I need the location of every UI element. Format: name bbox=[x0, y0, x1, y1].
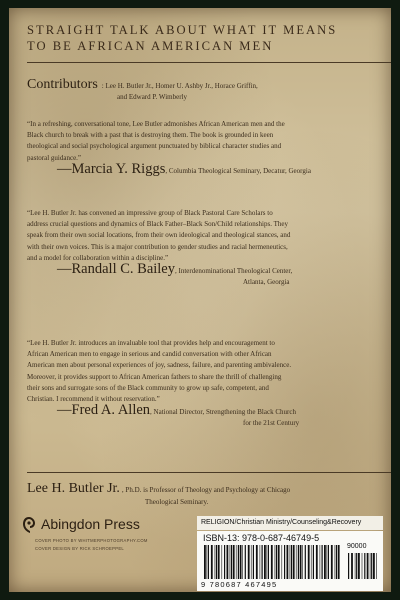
barcode-bar bbox=[331, 545, 333, 579]
barcode-bar bbox=[290, 545, 291, 579]
barcode-bar bbox=[284, 545, 285, 579]
publisher-name: Abingdon Press bbox=[41, 516, 140, 532]
barcode-bar bbox=[362, 553, 363, 579]
barcode-bar bbox=[253, 545, 254, 579]
endorser-3-name: —Fred A. Allen bbox=[57, 402, 151, 418]
barcode-bar bbox=[305, 545, 306, 579]
quote-2-line-4: with their own voices. This is a major contribution to gender studies and racial hermeneutics, bbox=[27, 242, 288, 251]
quote-3-line-6: Christian. I recommend it without reservation.” bbox=[27, 395, 160, 404]
barcode-bar bbox=[276, 545, 277, 579]
endorser-2 bbox=[57, 261, 387, 288]
divider-top bbox=[27, 62, 391, 63]
contributors-names-2: and Edward P. Wimberly bbox=[117, 93, 187, 101]
abingdon-logo-icon bbox=[21, 516, 37, 534]
endorsement-quote-1 bbox=[27, 119, 389, 164]
barcode-bar bbox=[215, 545, 216, 579]
author-name: Lee H. Butler Jr. bbox=[27, 481, 120, 496]
author-bio-line-2: Theological Seminary. bbox=[145, 498, 209, 506]
barcode-bar bbox=[238, 545, 239, 579]
barcode-bar bbox=[324, 545, 326, 579]
endorser-3 bbox=[57, 402, 387, 429]
barcode-bar bbox=[275, 545, 276, 579]
headline-line-1: STRAIGHT TALK ABOUT WHAT IT MEANS bbox=[27, 23, 338, 37]
barcode-bar bbox=[376, 553, 377, 579]
barcode-bar bbox=[311, 545, 312, 579]
author-bio bbox=[27, 483, 389, 508]
barcode-bar bbox=[204, 545, 206, 579]
contributors-block bbox=[27, 79, 387, 103]
barcode-bar bbox=[373, 553, 375, 579]
contributors-heading: Contributors bbox=[27, 77, 98, 92]
barcode-bar bbox=[355, 553, 356, 579]
barcode-bar bbox=[313, 545, 314, 579]
cover-design-credit: COVER DESIGN BY RICK SCHROEPPEL bbox=[35, 546, 125, 551]
publisher-block bbox=[21, 516, 201, 556]
barcode-bar bbox=[320, 545, 321, 579]
endorser-2-affiliation: , Interdenominational Theological Center, bbox=[175, 267, 293, 275]
barcode-panel bbox=[197, 531, 383, 591]
barcode-bar bbox=[260, 545, 261, 579]
barcode-bar bbox=[208, 545, 209, 579]
barcode-bar bbox=[207, 545, 208, 579]
quote-3-line-5: their sons and surrogate sons of the Black community to grow up safe, competent, and bbox=[27, 383, 269, 392]
quote-3-line-1: “Lee H. Butler Jr. introduces an invaluable tool that provides help and encouragement to bbox=[27, 339, 275, 347]
barcode-bar bbox=[278, 545, 280, 579]
headline bbox=[27, 22, 387, 54]
barcode-bar bbox=[287, 545, 289, 579]
endorser-2-affiliation-2: Atlanta, Georgia bbox=[243, 278, 290, 286]
barcode-bar bbox=[293, 545, 295, 579]
cover-photo-credit: COVER PHOTO BY WHITMERPHOTOGRAPHY.COM bbox=[35, 538, 148, 543]
barcode-bar bbox=[264, 545, 266, 579]
barcode-bar bbox=[211, 545, 213, 579]
isbn-barcode bbox=[203, 545, 343, 579]
isbn-label: ISBN-13: 978-0-687-46749-5 bbox=[203, 533, 320, 543]
barcode-bar bbox=[236, 545, 237, 579]
barcode-bar bbox=[216, 545, 217, 579]
barcode-bar bbox=[367, 553, 369, 579]
quote-3-line-2: African American men to engage in serious and candid conversation with other African bbox=[27, 350, 272, 359]
barcode-bar bbox=[222, 545, 223, 579]
barcode-bar bbox=[364, 553, 365, 579]
barcode-bar bbox=[335, 545, 336, 579]
barcode-bar bbox=[300, 545, 302, 579]
endorser-1-name: —Marcia Y. Riggs bbox=[57, 161, 166, 177]
barcode-bar bbox=[227, 545, 229, 579]
barcode-bar bbox=[233, 545, 235, 579]
quote-2-line-1: “Lee H. Butler Jr. has convened an impressive group of Black Pastoral Care Scholars to bbox=[27, 209, 273, 217]
barcode-bar bbox=[268, 545, 269, 579]
barcode-bar bbox=[267, 545, 268, 579]
barcode-digits: 9 780687 467495 bbox=[201, 580, 278, 589]
parchment-panel bbox=[9, 8, 391, 592]
barcode-bar bbox=[302, 545, 303, 579]
headline-line-2: TO BE AFRICAN AMERICAN MEN bbox=[27, 39, 274, 53]
quote-1-line-4: pastoral guidance.” bbox=[27, 153, 82, 162]
quote-1-line-2: Black church to break with a past that is destroying them. The book is grounded in keen bbox=[27, 131, 274, 140]
barcode-bar bbox=[242, 545, 243, 579]
author-bio-line-1: , Ph.D. is Professor of Theology and Psychology at Chicago bbox=[121, 486, 291, 494]
endorsement-quote-3 bbox=[27, 338, 389, 405]
barcode-bar bbox=[282, 545, 283, 579]
barcode-bar bbox=[348, 553, 349, 579]
barcode-bar bbox=[336, 545, 337, 579]
quote-1-line-1: “In a refreshing, conversational tone, Lee Butler admonishes African American men and the bbox=[27, 120, 285, 128]
divider-bottom bbox=[27, 472, 391, 473]
barcode-bar bbox=[245, 545, 246, 579]
barcode-bar bbox=[291, 545, 292, 579]
barcode-bar bbox=[298, 545, 299, 579]
barcode-bar bbox=[358, 553, 360, 579]
barcode-bar bbox=[328, 545, 329, 579]
quote-1-line-3: theological and social psychological argument punctuated by biblical character studies and bbox=[27, 142, 282, 151]
endorser-1 bbox=[57, 161, 387, 177]
quote-2-line-3: speak from their own social locations, from their own ideological and theological stances, and bbox=[27, 231, 291, 240]
bisac-category: RELIGION/Christian Ministry/Counseling&Recovery bbox=[197, 516, 383, 530]
quote-2-line-2: address crucial questions and dynamics of Black Father–Black Son/Child relationships. They bbox=[27, 220, 288, 229]
barcode-bar bbox=[218, 545, 220, 579]
barcode-bar bbox=[271, 545, 273, 579]
barcode-bar bbox=[327, 545, 328, 579]
barcode-bar bbox=[230, 545, 231, 579]
barcode-bar bbox=[371, 553, 372, 579]
price-barcode bbox=[347, 553, 379, 579]
endorser-3-affiliation: , National Director, Strengthening the Black Church bbox=[150, 408, 296, 416]
barcode-bar bbox=[351, 553, 353, 579]
contributors-names-1: : Lee H. Butler Jr., Homer U. Ashby Jr., Horace Griffin, bbox=[101, 82, 258, 90]
quote-3-line-3: American men about personal experiences of joy, sadness, failure, and parenting ambivalence. bbox=[27, 361, 292, 370]
endorser-1-affiliation: , Columbia Theological Seminary, Decatur, Georgia bbox=[165, 167, 311, 175]
barcode-bar bbox=[296, 545, 297, 579]
quote-2-line-5: and a model for collaboration within a discipline.” bbox=[27, 253, 169, 262]
barcode-bar bbox=[231, 545, 232, 579]
quote-3-line-4: Moreover, it provides support to African American fathers to share the thrill of challenging bbox=[27, 372, 282, 381]
barcode-bar bbox=[248, 545, 250, 579]
endorser-3-affiliation-2: for the 21st Century bbox=[243, 419, 300, 427]
barcode-bar bbox=[224, 545, 225, 579]
barcode-bar bbox=[262, 545, 263, 579]
barcode-bar bbox=[308, 545, 310, 579]
barcode-bar bbox=[256, 545, 258, 579]
endorsement-quote-2 bbox=[27, 208, 389, 264]
price-code: 90000 bbox=[347, 543, 367, 550]
endorser-2-name: —Randall C. Bailey bbox=[57, 261, 175, 277]
barcode-bar bbox=[322, 545, 323, 579]
barcode-bar bbox=[356, 553, 357, 579]
barcode-bar bbox=[240, 545, 242, 579]
barcode-bar bbox=[338, 545, 340, 579]
barcode-bar bbox=[251, 545, 252, 579]
barcode-bar bbox=[370, 553, 371, 579]
barcode-bar bbox=[316, 545, 318, 579]
